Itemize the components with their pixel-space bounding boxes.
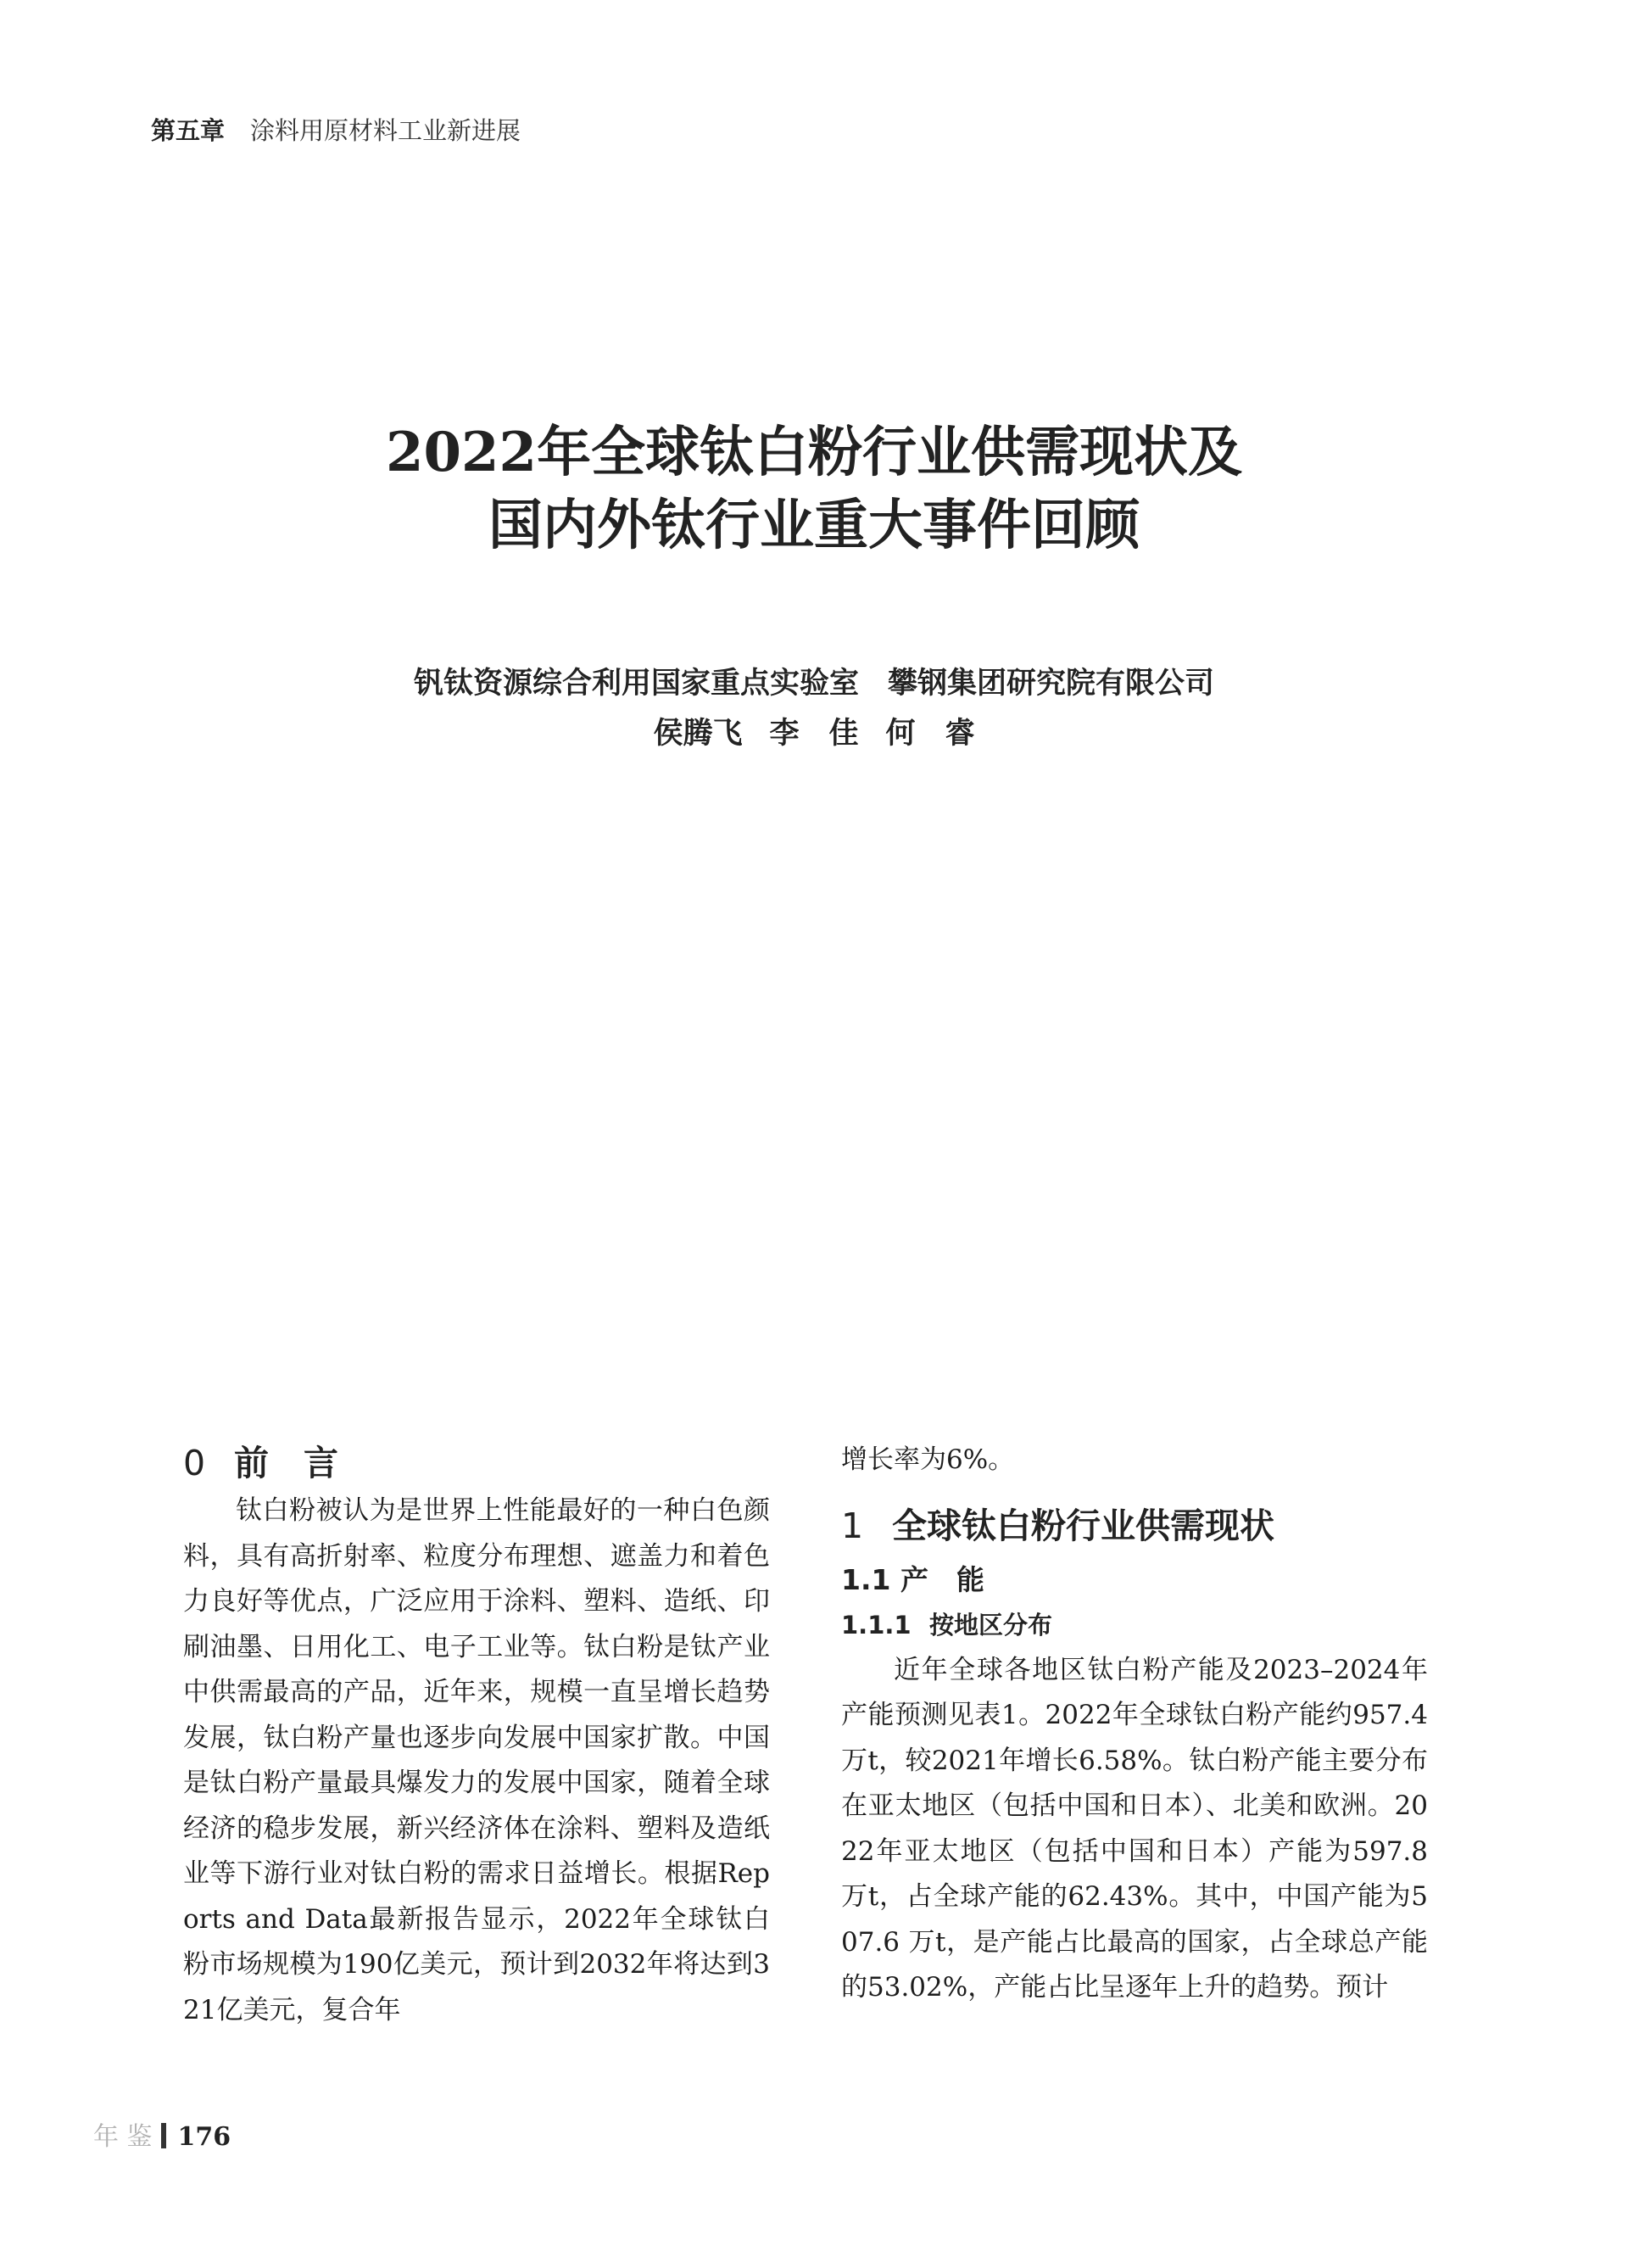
affiliation-org-1: 钒钛资源综合利用国家重点实验室 [413, 667, 859, 701]
footer-label: 年 鉴 [93, 2122, 153, 2152]
subsubsection-number: 1.1.1 [841, 1610, 912, 1640]
article-title-line-1: 2022年全球钛白粉行业供需现状及 [385, 421, 1243, 484]
section-heading [841, 1500, 1428, 1551]
author-name: 侯腾飞 [653, 717, 743, 751]
section-heading [183, 1438, 770, 1489]
author-list [0, 710, 1628, 752]
section-title: 全球钛白粉行业供需现状 [892, 1505, 1274, 1546]
affiliation-org-2: 攀钢集团研究院有限公司 [888, 667, 1215, 701]
footer-divider [161, 2123, 166, 2148]
right-column [841, 1438, 1428, 2011]
section-number: 1 [841, 1505, 864, 1546]
section-number: 0 [183, 1443, 206, 1483]
chapter-title: 涂料用原材料工业新进展 [250, 116, 521, 145]
subsection-title: 产 能 [900, 1562, 984, 1596]
subsubsection-title: 按地区分布 [929, 1610, 1053, 1640]
chapter-number: 第五章 [151, 116, 226, 145]
subsection-heading [841, 1558, 1428, 1602]
body-paragraph-continuation: 增长率为6%。 [841, 1444, 1015, 1475]
page-number: 176 [177, 2122, 231, 2152]
subsubsection-heading [841, 1602, 1428, 1648]
article-title-line-2: 国内外钛行业重大事件回顾 [488, 494, 1140, 557]
left-column [183, 1438, 770, 2033]
body-paragraph: 近年全球各地区钛白粉产能及2023–2024年产能预测见表1。2022年全球钛白粉产能约957.4万t，较2021年增长6.58%。钛白粉产能主要分布在亚太地区（包括中国和日本）、北美和欧洲。2022年亚太地区（包括中国和日本）产能为597.8 万t，占全球产能的62.43%。其中，中国产能为507.6 万t，是产能占比最高的国家，占全球总产能的53.02%，产能占比呈逐年上升的趋势。预计 [841, 1654, 1428, 2003]
page-footer [93, 2115, 231, 2153]
section-title: 前 言 [234, 1443, 338, 1483]
affiliation [0, 660, 1628, 702]
author-name: 何 睿 [885, 717, 975, 751]
subsection-number: 1.1 [841, 1562, 891, 1596]
body-paragraph: 钛白粉被认为是世界上性能最好的一种白色颜料，具有高折射率、粒度分布理想、遮盖力和着色力良好等优点，广泛应用于涂料、塑料、造纸、印刷油墨、日用化工、电子工业等。钛白粉是钛产业中供需最高的产品，近年来，规模一直呈增长趋势发展，钛白粉产量也逐步向发展中国家扩散。中国是钛白粉产量最具爆发力的发展中国家，随着全球经济的稳步发展，新兴经济体在涂料、塑料及造纸业等下游行业对钛白粉的需求日益增长。根据Reports and Data最新报告显示，2022年全球钛白粉市场规模为190亿美元，预计到2032年将达到321亿美元，复合年 [183, 1495, 770, 2025]
author-name: 李 佳 [769, 717, 859, 751]
running-head [151, 112, 521, 147]
